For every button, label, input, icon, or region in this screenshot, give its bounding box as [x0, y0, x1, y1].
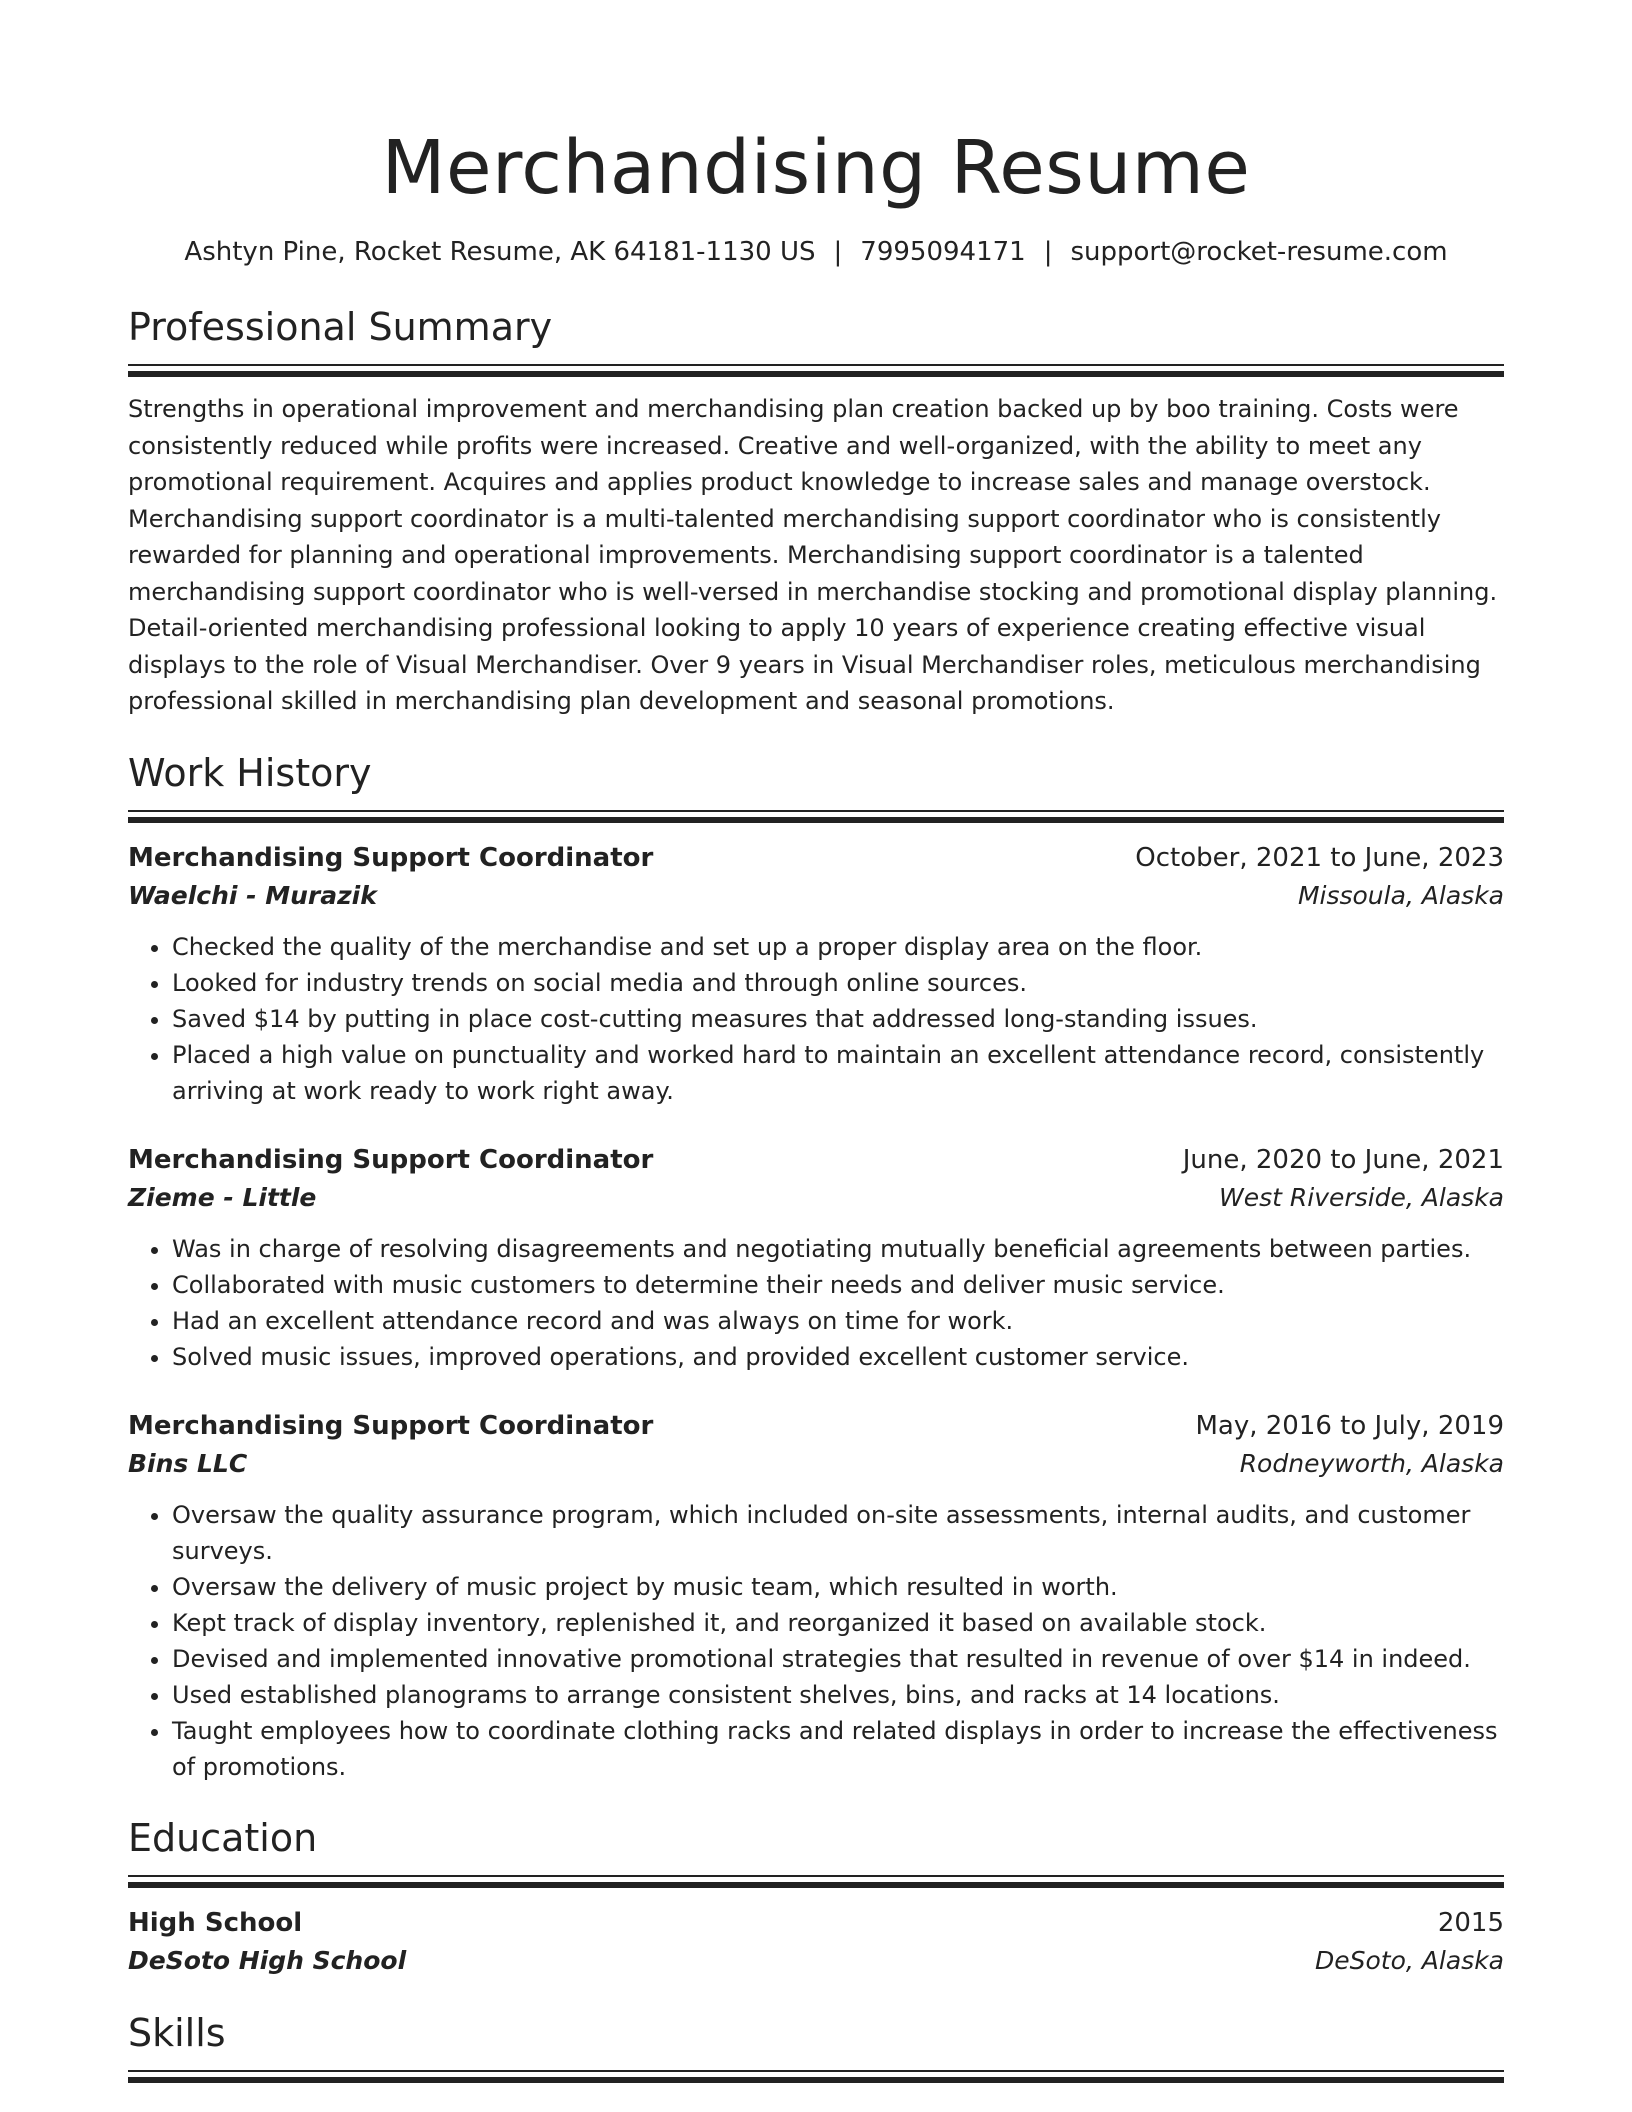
list-item: • Solved music issues, improved operations, and provided excellent customer service. [172, 1339, 1504, 1375]
list-item: • Collaborated with music customers to determine their needs and deliver music service. [172, 1267, 1504, 1303]
job-title: Merchandising Support Coordinator [128, 842, 654, 873]
section-heading-summary: Professional Summary [128, 305, 553, 349]
education-school: DeSoto High School [128, 1945, 407, 1975]
education-section [128, 1815, 1504, 1980]
section-heading-work-history: Work History [128, 750, 372, 795]
list-item: • Taught employees how to coordinate clothing racks and related displays in order to increase the effectiveness of promotions. [172, 1713, 1504, 1785]
summary-text: Strengths in operational improvement and merchandising plan creation backed up by boo training. Costs were consistently reduced while profits were increased. Creative and well-organized, with the ability to meet any promotional requirement. Acquires and applies product knowledge to increase sales and manage overstock. Merchandising support coordinator is a multi-talented merchandising support coordinator who is consistently rewarded for planning and operational improvements. Merchandising support coordinator is a talented merchandising support coordinator who is well-versed in merchandise stocking and promotional display planning. Detail-oriented merchandising professional looking to apply 10 years of experience creating effective visual displays to the role of Visual Merchandiser. Over 9 years in Visual Merchandiser roles, meticulous merchandising professional skilled in merchandising plan development and seasonal promotions. [128, 395, 1498, 715]
education-location: DeSoto, Alaska [1315, 1945, 1504, 1975]
job-dates: October, 2021 to June, 2023 [1135, 842, 1504, 873]
section-heading-skills: Skills [128, 2010, 226, 2055]
contact-address: Ashtyn Pine, Rocket Resume, AK 64181-1130 US [184, 237, 816, 267]
job-entry [128, 1407, 1504, 1785]
job-bullets [128, 929, 1504, 1109]
list-item: • Devised and implemented innovative promotional strategies that resulted in revenue of over $14 in indeed. [172, 1641, 1504, 1677]
contact-separator: | [833, 237, 843, 267]
contact-line [128, 234, 1504, 270]
list-item: • Had an excellent attendance record and was always on time for work. [172, 1303, 1504, 1339]
list-item: • Kept track of display inventory, replenished it, and reorganized it based on available stock. [172, 1605, 1504, 1641]
job-dates: June, 2020 to June, 2021 [1182, 1144, 1504, 1175]
list-item: • Looked for industry trends on social media and through online sources. [172, 965, 1504, 1001]
section-divider [128, 1875, 1504, 1888]
job-company: Waelchi - Murazik [128, 880, 377, 910]
contact-separator: | [1043, 237, 1053, 267]
list-item: • Checked the quality of the merchandise and set up a proper display area on the floor. [172, 929, 1504, 965]
job-location: West Riverside, Alaska [1219, 1182, 1504, 1212]
list-item: • Oversaw the delivery of music project by music team, which resulted in worth. [172, 1569, 1504, 1605]
job-company: Bins LLC [128, 1448, 248, 1478]
job-title: Merchandising Support Coordinator [128, 1410, 654, 1441]
work-history-section [128, 750, 1504, 1785]
summary-section [128, 304, 1504, 720]
job-bullets [128, 1231, 1504, 1375]
job-bullets [128, 1497, 1504, 1785]
job-company: Zieme - Little [128, 1182, 317, 1212]
job-entry [128, 1141, 1504, 1375]
contact-email: support@rocket-resume.com [1070, 237, 1448, 267]
section-divider [128, 2070, 1504, 2083]
page-title: Merchandising Resume [381, 125, 1251, 211]
list-item: • Placed a high value on punctuality and worked hard to maintain an excellent attendance record, consistently arriving at work ready to work right away. [172, 1037, 1504, 1109]
job-entry [128, 839, 1504, 1109]
list-item: • Saved $14 by putting in place cost-cutting measures that addressed long-standing issues. [172, 1001, 1504, 1037]
job-dates: May, 2016 to July, 2019 [1195, 1410, 1504, 1441]
job-title: Merchandising Support Coordinator [128, 1144, 654, 1175]
list-item: • Was in charge of resolving disagreements and negotiating mutually beneficial agreements between parties. [172, 1231, 1504, 1267]
education-degree: High School [128, 1907, 303, 1938]
section-divider [128, 810, 1504, 823]
education-year: 2015 [1437, 1907, 1504, 1938]
job-location: Missoula, Alaska [1297, 880, 1504, 910]
list-item: • Used established planograms to arrange consistent shelves, bins, and racks at 14 locations. [172, 1677, 1504, 1713]
job-location: Rodneyworth, Alaska [1239, 1448, 1504, 1478]
section-heading-education: Education [128, 1815, 318, 1860]
education-entry [128, 1904, 1504, 1980]
contact-phone: 7995094171 [860, 237, 1026, 267]
list-item: • Oversaw the quality assurance program, which included on-site assessments, internal audits, and customer surveys. [172, 1497, 1504, 1569]
skills-section [128, 2010, 1504, 2083]
section-divider [128, 364, 1504, 377]
